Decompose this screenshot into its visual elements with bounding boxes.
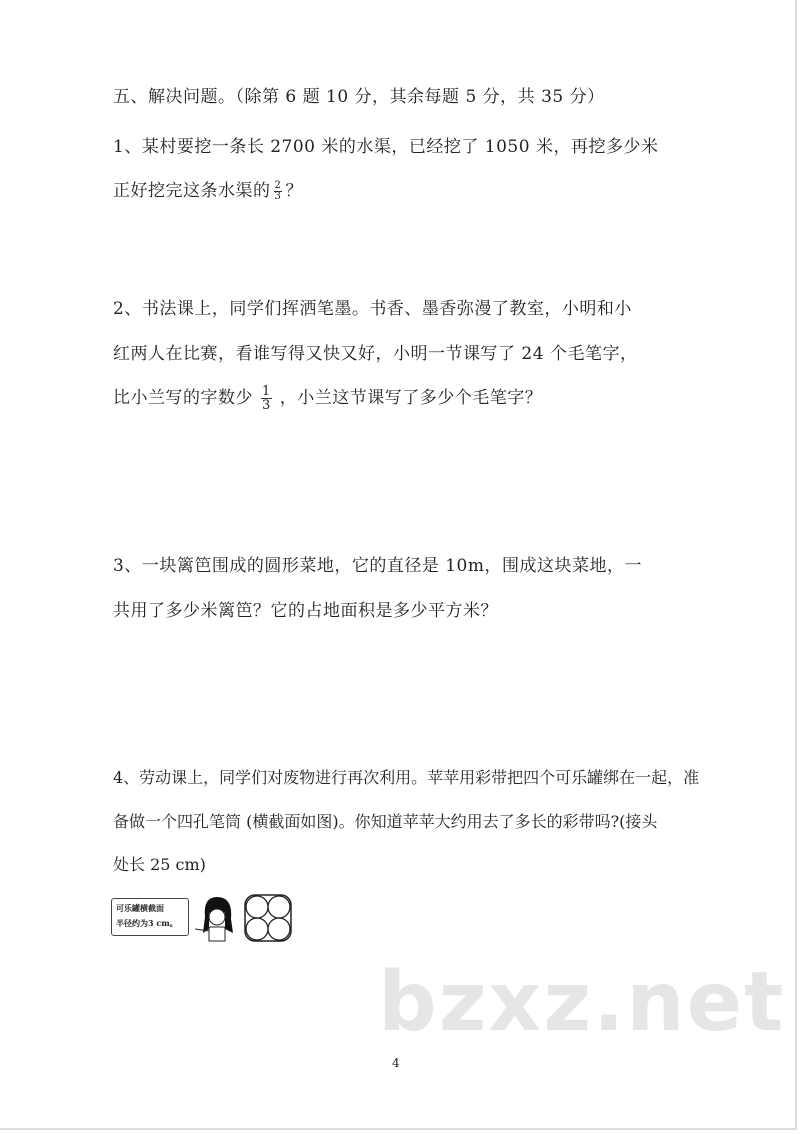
page-number: 4 xyxy=(392,1056,400,1070)
frac-denominator: 3 xyxy=(274,191,282,202)
q2-line3 xyxy=(113,383,542,412)
q1-line2-end: ？ xyxy=(285,181,303,201)
q2-fraction xyxy=(261,385,272,412)
q1-fraction xyxy=(274,181,283,202)
bubble-line1: 可乐罐横截面 xyxy=(116,903,164,913)
q3-line2: 共用了多少米篱笆？它的占地面积是多少平方米？ xyxy=(113,601,498,621)
q3-line1: 3、一块篱笆围成的圆形菜地，它的直径是 10m，围成这块菜地，一 xyxy=(113,556,642,576)
q2-line2: 红两人在比赛，看谁写得又快又好，小明一节课写了 24 个毛笔字， xyxy=(113,344,638,364)
q1-line2-text: 正好挖完这条水渠的 xyxy=(113,181,271,201)
q2-line3-end: ，小兰这节课写了多少个毛笔字？ xyxy=(279,388,543,408)
watermark: bzxz.net xyxy=(378,955,786,1050)
frac-numerator: 2 xyxy=(274,180,282,191)
q1-line2 xyxy=(113,176,303,202)
q4-line3: 处长 25 cm) xyxy=(113,855,206,874)
frac-numerator: 1 xyxy=(262,384,271,399)
q1-line1: 1、某村要挖一条长 2700 米的水渠，已经挖了 1050 米，再挖多少米 xyxy=(113,137,659,157)
q2-line1: 2、书法课上，同学们挥洒笔墨。书香、墨香弥漫了教室，小明和小 xyxy=(113,299,632,319)
q2-line3-text: 比小兰写的字数少 xyxy=(113,388,253,408)
bubble-line2: 半径约为3 cm。 xyxy=(116,918,178,928)
section-title: 五、解决问题。（除第 6 题 10 分，其余每题 5 分，共 35 分） xyxy=(113,87,605,107)
four-cans-cross-section-icon xyxy=(243,893,293,943)
speech-bubble xyxy=(111,898,189,936)
q4-line2: 备做一个四孔笔筒 (横截面如图)。你知道苹苹大约用去了多长的彩带吗?(接头 xyxy=(113,812,658,831)
q4-line1: 4、劳动课上，同学们对废物进行再次利用。苹苹用彩带把四个可乐罐绑在一起，准 xyxy=(113,768,700,787)
frac-denominator: 3 xyxy=(262,398,271,413)
girl-illustration-icon xyxy=(195,895,240,945)
